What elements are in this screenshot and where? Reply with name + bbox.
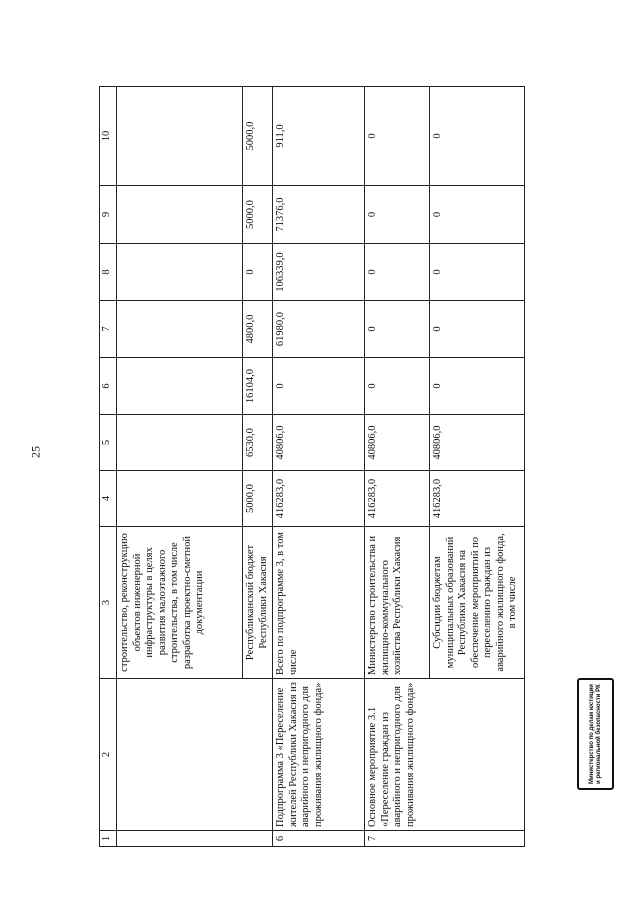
value-cell: 5000,0 xyxy=(243,186,273,244)
value-cell: 911,0 xyxy=(273,87,365,186)
row-number: 7 xyxy=(365,831,525,847)
value-cell: 40806,0 xyxy=(430,415,525,471)
row-number xyxy=(117,831,273,847)
program-title: Основное мероприятие 3.1 «Переселение граждан из аварийного и непригодного для проживания жилищного фонда» xyxy=(365,679,525,831)
program-title xyxy=(117,679,273,831)
funding-description: Всего по подпрограмме 3, в том числе xyxy=(273,527,365,679)
value-cell xyxy=(117,471,243,527)
value-cell: 0 xyxy=(365,301,430,358)
funding-description: Министерство строительства и жилищно-коммунального хозяйства Республики Хакасия xyxy=(365,527,430,679)
funding-description: Субсидии бюджетам муниципальных образований Республики Хакасия на обеспечение мероприятий по переселению граждан из аварийного жилищного фонда, в том числе xyxy=(430,527,525,679)
value-cell: 16104,0 xyxy=(243,358,273,415)
table-row xyxy=(365,87,430,847)
value-cell: 416283,0 xyxy=(365,471,430,527)
value-cell: 0 xyxy=(430,186,525,244)
budget-table xyxy=(99,86,525,847)
table-row xyxy=(117,87,243,847)
ministry-stamp xyxy=(577,678,614,790)
value-cell: 5000,0 xyxy=(243,471,273,527)
value-cell: 0 xyxy=(273,358,365,415)
program-title: Подпрограмма 3 «Переселение жителей Республики Хакасия из аварийного и непригодного для проживания жилищного фонда» xyxy=(273,679,365,831)
row-number: 6 xyxy=(273,831,365,847)
value-cell xyxy=(117,186,243,244)
header-cell: 7 xyxy=(100,301,117,358)
value-cell: 40806,0 xyxy=(273,415,365,471)
header-cell: 2 xyxy=(100,679,117,831)
header-cell: 5 xyxy=(100,415,117,471)
value-cell: 6530,0 xyxy=(243,415,273,471)
value-cell: 0 xyxy=(243,244,273,301)
value-cell: 0 xyxy=(430,301,525,358)
value-cell: 416283,0 xyxy=(273,471,365,527)
value-cell xyxy=(117,87,243,186)
header-row xyxy=(100,87,117,847)
header-cell: 9 xyxy=(100,186,117,244)
value-cell xyxy=(117,415,243,471)
table-row xyxy=(273,87,365,847)
value-cell: 0 xyxy=(430,358,525,415)
page-number: 25 xyxy=(28,446,43,458)
header-cell: 8 xyxy=(100,244,117,301)
header-cell: 1 xyxy=(100,831,117,847)
value-cell: 0 xyxy=(430,244,525,301)
value-cell: 0 xyxy=(365,358,430,415)
value-cell: 0 xyxy=(365,186,430,244)
value-cell: 0 xyxy=(430,87,525,186)
header-cell: 3 xyxy=(100,527,117,679)
header-cell: 10 xyxy=(100,87,117,186)
header-cell: 4 xyxy=(100,471,117,527)
rotated-table-wrapper xyxy=(99,87,518,847)
funding-description: строительство, реконструкцию объектов инженерной инфраструктуры в целях развития малоэтажного строительства, в том числе разработка проектно-сметной документации xyxy=(117,527,243,679)
value-cell: 0 xyxy=(365,244,430,301)
header-cell: 6 xyxy=(100,358,117,415)
value-cell: 5000,0 xyxy=(243,87,273,186)
value-cell: 0 xyxy=(365,87,430,186)
value-cell: 416283,0 xyxy=(430,471,525,527)
value-cell xyxy=(117,358,243,415)
value-cell: 4800,0 xyxy=(243,301,273,358)
stamp-text: Министерство по делам юстиции и региональной безопасности РК xyxy=(588,684,602,784)
funding-source: Республиканский бюджет Республики Хакасия xyxy=(243,527,273,679)
value-cell: 61980,0 xyxy=(273,301,365,358)
value-cell xyxy=(117,301,243,358)
value-cell xyxy=(117,244,243,301)
value-cell: 106339,0 xyxy=(273,244,365,301)
value-cell: 71376,0 xyxy=(273,186,365,244)
value-cell: 40806,0 xyxy=(365,415,430,471)
